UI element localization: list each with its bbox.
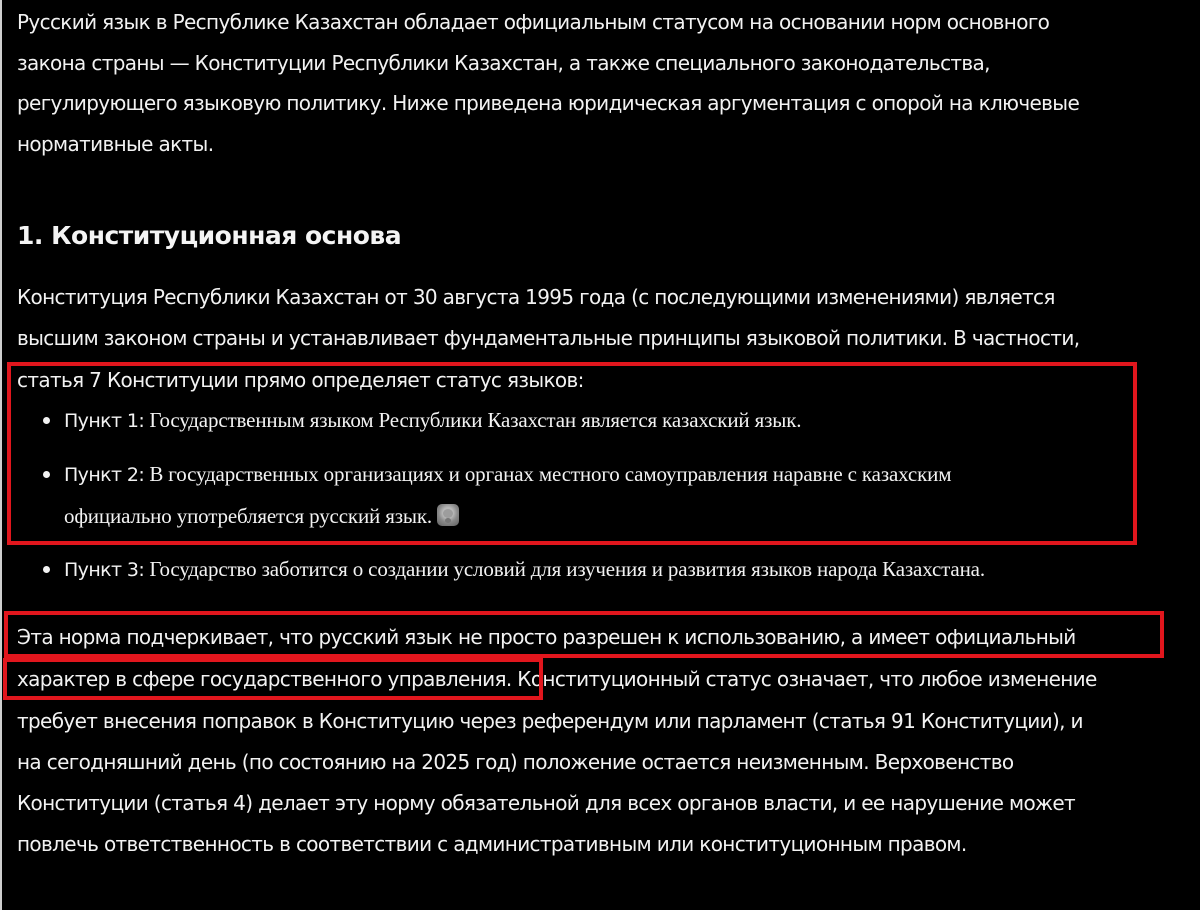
- intro-line: нормативные акты.: [17, 132, 214, 156]
- bullet-dot: [43, 417, 50, 424]
- paragraph-line: Конституция Республики Казахстан от 30 августа 1995 года (с последующими изменениями) является: [17, 285, 1055, 309]
- paragraph-line: Конституции (статья 4) делает эту норму обязательной для всех органов власти, и ее нарушение может: [17, 791, 1076, 815]
- citation-emoji-icon[interactable]: [437, 504, 459, 526]
- section-heading: 1. Конституционная основа: [17, 221, 402, 250]
- paragraph-line: статья 7 Конституции прямо определяет статус языков:: [17, 368, 584, 392]
- item-text: Государственным языком Республики Казахстан является казахский язык.: [144, 408, 802, 432]
- item-number: Пункт 3:: [64, 559, 145, 581]
- item-number: Пункт 1:: [64, 410, 145, 432]
- bullet-dot: [43, 471, 50, 478]
- item-number: Пункт 2:: [64, 464, 145, 486]
- item-text: В государственных организациях и органах местного самоуправления наравне с казахским: [144, 462, 952, 486]
- intro-line: регулирующего языковую политику. Ниже приведена юридическая аргументация с опорой на ключевые: [17, 91, 1080, 115]
- left-border: [0, 0, 2, 910]
- paragraph-line: на сегодняшний день (по состоянию на 2025 год) положение остается неизменным. Верховенство: [17, 750, 1014, 774]
- paragraph-line: Эта норма подчеркивает, что русский язык не просто разрешен к использованию, а имеет официальный: [17, 625, 1076, 649]
- bullet-dot: [43, 566, 50, 573]
- intro-line: Русский язык в Республике Казахстан обладает официальным статусом на основании норм основного: [17, 10, 1050, 34]
- intro-line: закона страны — Конституции Республики Казахстан, а также специального законодательства,: [17, 51, 990, 75]
- paragraph-line: высшим законом страны и устанавливает фундаментальные принципы языковой политики. В частности,: [17, 326, 1080, 350]
- paragraph-line: характер в сфере государственного управления. Конституционный статус означает, что любое изменение: [17, 667, 1097, 691]
- item-text: Государство заботится о создании условий для изучения и развития языков народа Казахстана.: [144, 557, 985, 581]
- paragraph-line: повлечь ответственность в соответствии с административным или конституционным правом.: [17, 832, 967, 856]
- paragraph-line: требует внесения поправок в Конституцию через референдум или парламент (статья 91 Конституции), и: [17, 709, 1083, 733]
- item-text-continuation: официально употребляется русский язык.: [64, 496, 459, 537]
